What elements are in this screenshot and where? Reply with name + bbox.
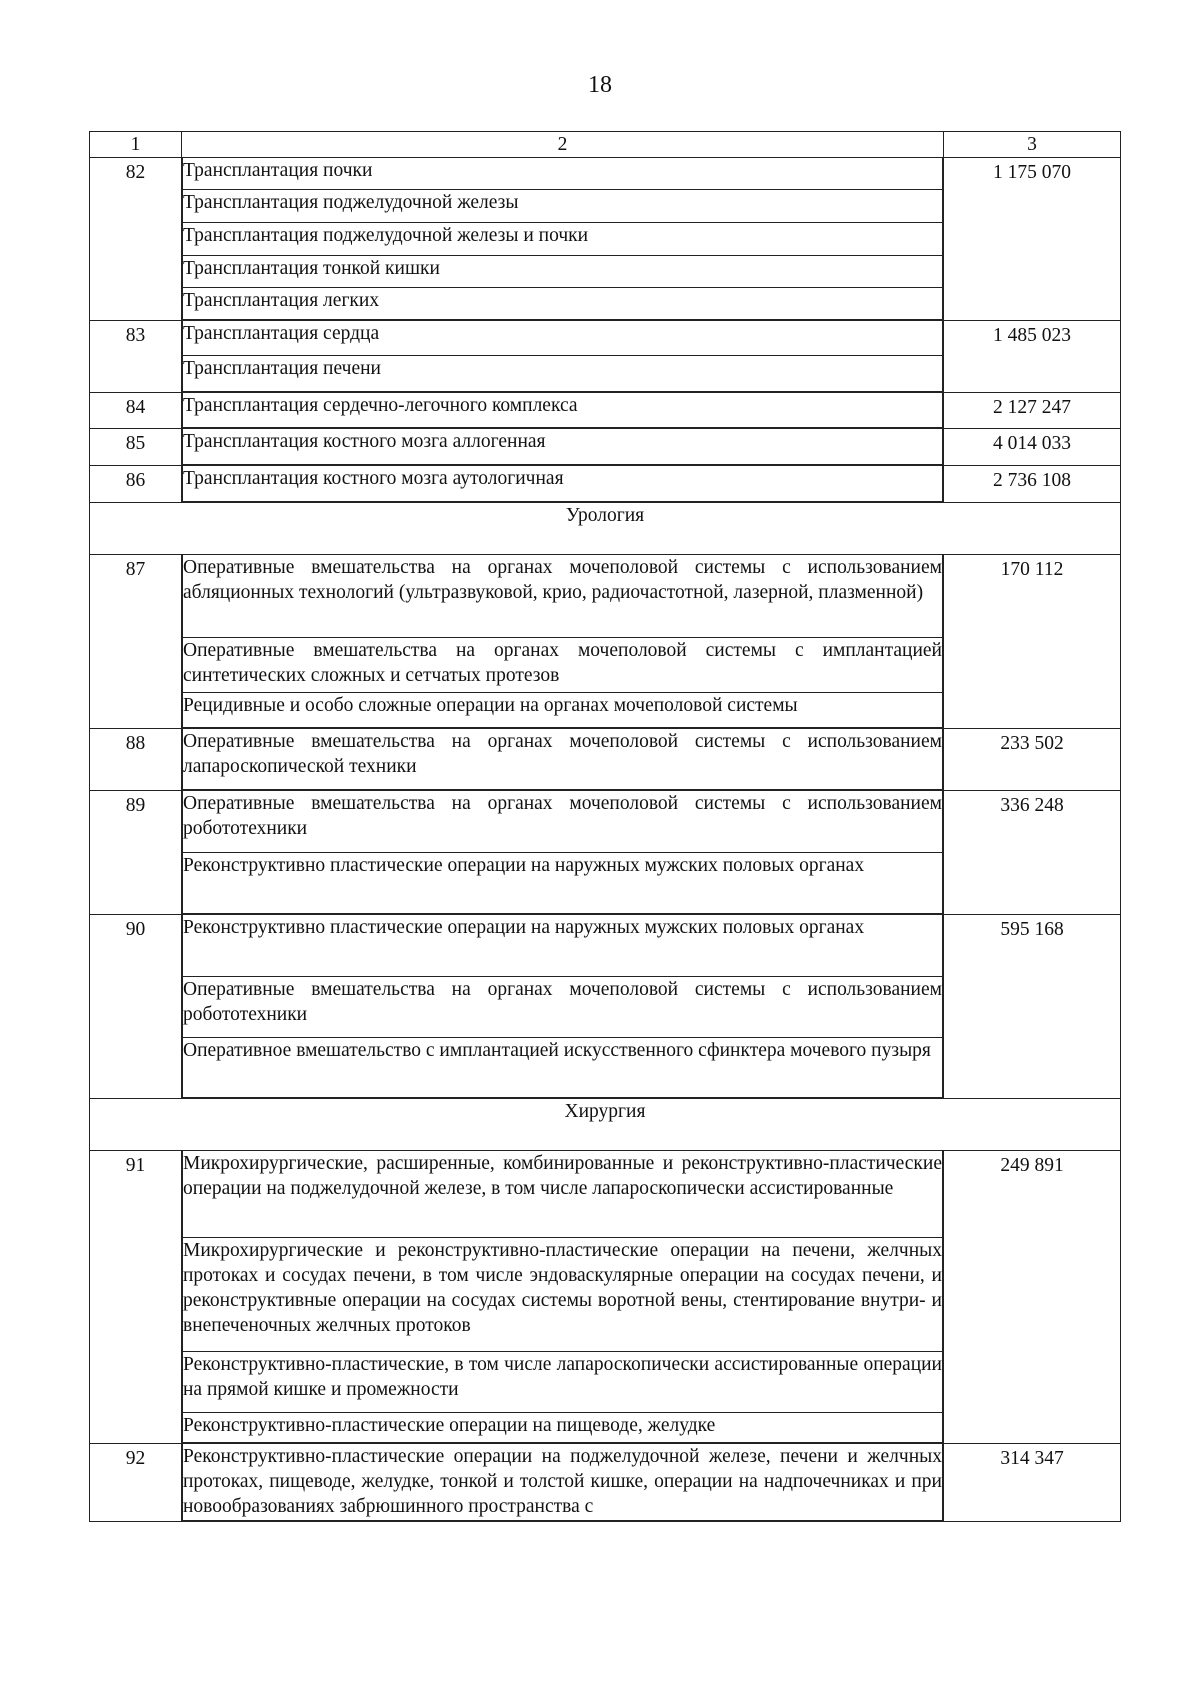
section-title: Хирургия [90,1099,1121,1151]
procedure-list-cell [182,1151,944,1444]
row-number: 91 [90,1151,182,1444]
list-item [183,791,943,853]
procedure-list [182,915,943,1098]
list-item [183,1238,943,1352]
procedure-name: Трансплантация поджелудочной железы и почки [183,223,943,256]
section-title: Урология [90,503,1121,555]
procedure-list-cell [182,729,944,791]
tariff-value: 170 112 [944,555,1121,729]
list-item [183,693,943,728]
table-row [90,915,1121,1099]
list-item [183,466,943,502]
procedure-name: Реконструктивно пластические операции на наружных мужских половых органах [183,853,943,914]
procedure-name: Рецидивные и особо сложные операции на органах мочеполовой системы [183,693,943,728]
procedure-list-cell [182,915,944,1099]
tariff-value: 4 014 033 [944,429,1121,466]
row-number: 82 [90,158,182,321]
list-item [183,1038,943,1098]
procedure-list [182,1444,943,1521]
row-number: 87 [90,555,182,729]
row-number: 90 [90,915,182,1099]
procedure-name: Оперативные вмешательства на органах мочеполовой системы с имплантацией синтетических сложных и сетчатых протезов [183,638,943,693]
procedure-list-cell [182,791,944,915]
table-row [90,555,1121,729]
list-item [183,853,943,914]
procedure-list-cell [182,393,944,429]
tariff-value: 595 168 [944,915,1121,1099]
table-header-row [90,132,1121,158]
table-row [90,729,1121,791]
table-row [90,429,1121,466]
procedure-list [182,429,943,465]
procedure-list [182,1151,943,1443]
list-item [183,1151,943,1238]
procedure-name: Трансплантация костного мозга аутологичная [183,466,943,502]
section-header-row [90,503,1121,555]
procedure-list [182,466,943,502]
procedure-name: Оперативные вмешательства на органах мочеполовой системы с использованием робототехники [183,977,943,1038]
list-item [183,158,943,190]
list-item [183,288,943,320]
row-number: 85 [90,429,182,466]
tariff-value: 233 502 [944,729,1121,791]
tariff-value: 336 248 [944,791,1121,915]
procedure-name: Трансплантация тонкой кишки [183,256,943,288]
table-row [90,466,1121,503]
list-item [183,555,943,638]
procedure-name: Микрохирургические, расширенные, комбинированные и реконструктивно-пластические операции на поджелудочной железе, в том числе лапароскопически ассистированные [183,1151,943,1238]
procedure-name: Трансплантация легких [183,288,943,320]
procedure-name: Трансплантация сердечно-легочного комплекса [183,393,943,428]
procedure-name: Оперативные вмешательства на органах мочеполовой системы с использованием абляционных технологий (ультразвуковой, крио, радиочастотной, лазерной, плазменной) [183,555,943,638]
table-row [90,393,1121,429]
list-item [183,1444,943,1521]
procedure-list [182,555,943,728]
list-item [183,1413,943,1443]
procedure-name: Трансплантация костного мозга аллогенная [183,429,943,465]
tariff-value: 2 736 108 [944,466,1121,503]
list-item [183,321,943,356]
procedure-name: Трансплантация печени [183,356,943,392]
procedure-list-cell [182,466,944,503]
list-item [183,356,943,392]
tariff-value: 1 175 070 [944,158,1121,321]
table-row [90,158,1121,321]
row-number: 89 [90,791,182,915]
list-item [183,429,943,465]
procedure-name: Трансплантация сердца [183,321,943,356]
header-col-1: 1 [90,132,182,158]
list-item [183,915,943,977]
procedure-name: Реконструктивно-пластические операции на пищеводе, желудке [183,1413,943,1443]
procedure-name: Оперативные вмешательства на органах мочеполовой системы с использованием робототехники [183,791,943,853]
tariff-table [89,131,1121,1522]
procedure-name: Оперативные вмешательства на органах мочеполовой системы с использованием лапароскопической техники [183,729,943,790]
procedure-list [182,791,943,914]
procedure-list-cell [182,555,944,729]
list-item [183,729,943,790]
procedure-list-cell [182,1444,944,1522]
header-col-2: 2 [182,132,944,158]
tariff-value: 314 347 [944,1444,1121,1522]
table-row [90,1444,1121,1522]
procedure-list [182,321,943,392]
tariff-value: 249 891 [944,1151,1121,1444]
list-item [183,223,943,256]
list-item [183,638,943,693]
procedure-name: Микрохирургические и реконструктивно-пластические операции на печени, желчных протоках и сосудах печени, в том числе эндоваскулярные операции на сосудах печени, и реконструктивные операции на сосудах системы воротной вены, стентирование внутри- и внепеченочных желчных протоков [183,1238,943,1352]
tariff-value: 1 485 023 [944,321,1121,393]
row-number: 88 [90,729,182,791]
procedure-name: Оперативное вмешательство с имплантацией искусственного сфинктера мочевого пузыря [183,1038,943,1098]
procedure-name: Трансплантация почки [183,158,943,190]
procedure-list [182,393,943,428]
procedure-list [182,729,943,790]
header-col-3: 3 [944,132,1121,158]
procedure-list-cell [182,321,944,393]
procedure-name: Реконструктивно-пластические, в том числе лапароскопически ассистированные операции на прямой кишке и промежности [183,1352,943,1413]
page-number: 18 [588,72,612,98]
list-item [183,393,943,428]
tariff-value: 2 127 247 [944,393,1121,429]
procedure-name: Трансплантация поджелудочной железы [183,190,943,223]
row-number: 92 [90,1444,182,1522]
procedure-list-cell [182,429,944,466]
procedure-list [182,158,943,320]
procedure-name: Реконструктивно пластические операции на наружных мужских половых органах [183,915,943,977]
row-number: 83 [90,321,182,393]
table-row [90,321,1121,393]
section-header-row [90,1099,1121,1151]
list-item [183,256,943,288]
list-item [183,977,943,1038]
procedure-name: Реконструктивно-пластические операции на поджелудочной железе, печени и желчных протоках, пищеводе, желудке, тонкой и толстой кишке, операции на надпочечниках и при новообразованиях забрюшинного пространства с [183,1444,943,1521]
row-number: 84 [90,393,182,429]
list-item [183,1352,943,1413]
row-number: 86 [90,466,182,503]
list-item [183,190,943,223]
procedure-list-cell [182,158,944,321]
table-row [90,1151,1121,1444]
table-row [90,791,1121,915]
